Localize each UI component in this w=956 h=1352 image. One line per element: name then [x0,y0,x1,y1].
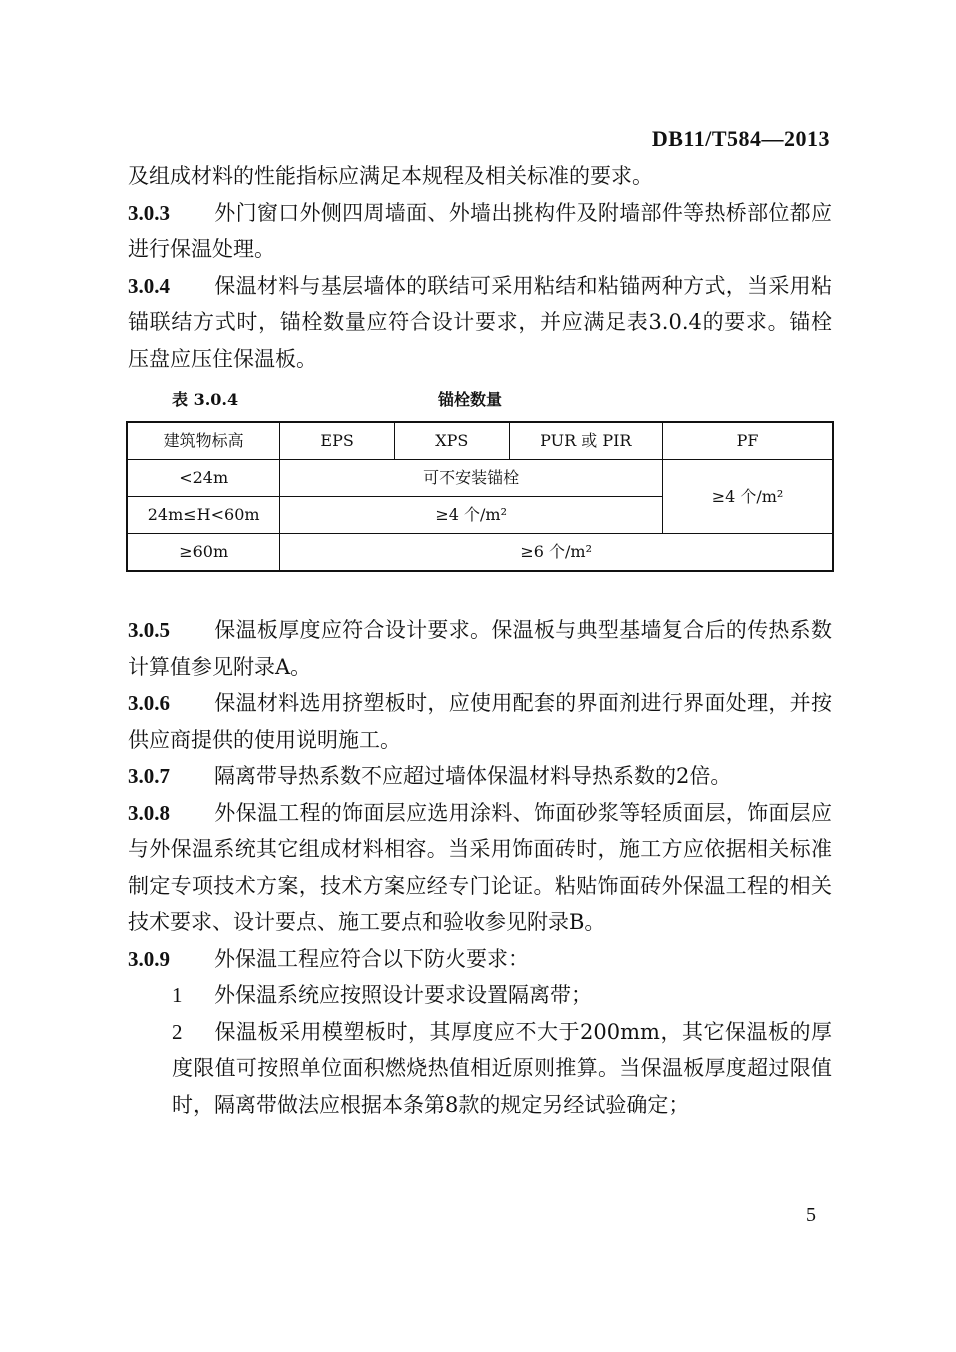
clause-text: 保温材料与基层墙体的联结可采用粘结和粘锚两种方式，当采用粘锚联结方式时，锚栓数量应符合设计要求，并应满足表3.0.4的要求。锚栓压盘应压住保温板。 [128,273,832,371]
clause-text: 保温板厚度应符合设计要求。保温板与典型基墙复合后的传热系数计算值参见附录A。 [128,618,832,679]
clause-3-0-9 [128,941,832,978]
page-number: 5 [806,1204,816,1226]
table-cell: 24m≤H<60m [127,497,280,534]
clause-text: 外门窗口外侧四周墙面、外墙出挑构件及附墙部件等热桥部位都应进行保温处理。 [128,200,832,261]
paragraph-continuation: 及组成材料的性能指标应满足本规程及相关标准的要求。 [128,164,653,188]
clause-text: 隔离带导热系数不应超过墙体保温材料导热系数的2倍。 [214,764,732,788]
clause-number: 3.0.4 [128,273,170,298]
clause-text: 外保温工程应符合以下防火要求： [214,946,529,971]
table-cell: 可不安装锚栓 [280,460,663,497]
table-cell: ≥4 个/m² [280,497,663,534]
table-header-cell: PUR 或 PIR [509,422,662,460]
clause-number: 3.0.6 [128,691,170,715]
list-item [128,1014,832,1124]
table-caption [128,383,832,417]
page-body [128,158,832,1123]
item-text: 外保温系统应按照设计要求设置隔离带； [214,983,592,1007]
standard-code: DB11/T584—2013 [651,126,830,151]
table-header-cell: XPS [394,422,509,460]
table-row [127,534,833,572]
clause-3-0-3 [128,195,832,268]
item-number: 2 [172,1019,183,1044]
anchor-quantity-table [126,421,834,572]
clause-number: 3.0.5 [128,618,170,642]
table-cell: ≥60m [127,534,280,572]
table-header-cell: PF [663,422,833,460]
clause-number: 3.0.9 [128,946,170,971]
table-cell: <24m [127,460,280,497]
table-number: 表 3.0.4 [172,390,239,409]
clause-3-0-8 [128,795,832,941]
clause-3-0-7 [128,758,832,795]
clause-number: 3.0.3 [128,200,170,225]
clause-3-0-6 [128,685,832,758]
clause-3-0-5 [128,612,832,685]
table-header-cell: EPS [280,422,395,460]
clause-text: 保温材料选用挤塑板时，应使用配套的界面剂进行界面处理，并按供应商提供的使用说明施工。 [128,691,832,752]
table-title: 锚栓数量 [438,390,503,409]
clause-number: 3.0.8 [128,800,170,825]
item-number: 1 [172,983,183,1007]
clause-number: 3.0.7 [128,764,170,788]
clause-3-0-4 [128,268,832,378]
table-cell: ≥4 个/m² [663,460,833,534]
table-header-row [127,422,833,460]
clause-text: 外保温工程的饰面层应选用涂料、饰面砂浆等轻质面层，饰面层应与外保温系统其它组成材料相容。当采用饰面砖时，施工方应依据相关标准制定专项技术方案，技术方案应经专门论证。粘贴饰面砖外保温工程的相关技术要求、设计要点、施工要点和验收参见附录B。 [128,800,832,934]
table-header-cell: 建筑物标高 [127,422,280,460]
table-cell: ≥6 个/m² [280,534,833,572]
item-text: 保温板采用模塑板时，其厚度应不大于200mm，其它保温板的厚度限值可按照单位面积燃烧热值相近原则推算。当保温板厚度超过限值时，隔离带做法应根据本条第8款的规定另经试验确定； [172,1019,832,1117]
list-item [128,977,832,1014]
table-row [127,460,833,497]
